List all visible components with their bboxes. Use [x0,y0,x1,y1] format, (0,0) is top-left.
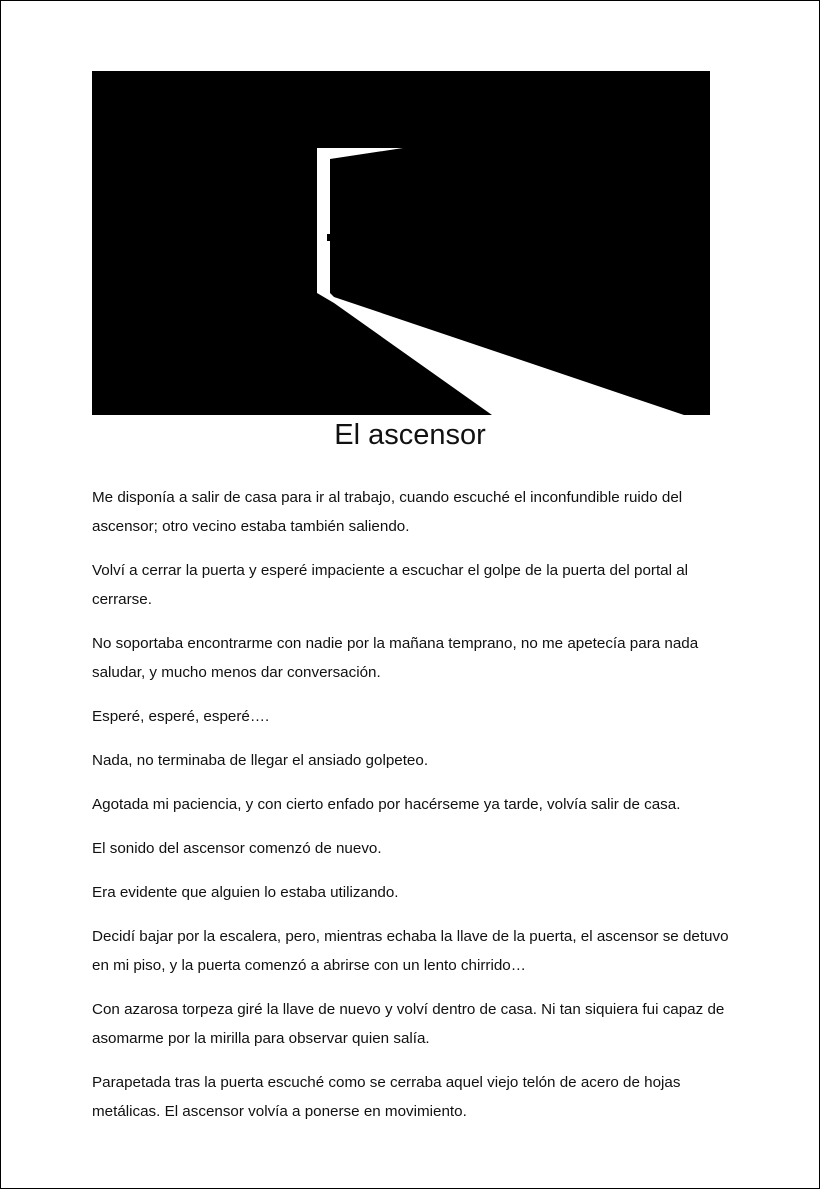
paragraph: Me disponía a salir de casa para ir al trabajo, cuando escuché el inconfundible ruido del ascensor; otro vecino estaba también saliendo. [92,489,683,535]
paragraph: Era evidente que alguien lo estaba utilizando. [92,884,399,901]
paragraph: Decidí bajar por la escalera, pero, mientras echaba la llave de la puerta, el ascensor se detuvo en mi piso, y la puerta comenzó a abrirse con un lento chirrido… [92,928,729,974]
story-body [92,483,732,1141]
open-door-light-icon [92,71,710,415]
paragraph: Volví a cerrar la puerta y esperé impaciente a escuchar el golpe de la puerta del portal al cerrarse. [92,562,689,608]
paragraph: Parapetada tras la puerta escuché como se cerraba aquel viejo telón de acero de hojas metálicas. El ascensor volvía a ponerse en movimiento. [92,1074,681,1120]
paragraph: Con azarosa torpeza giré la llave de nuevo y volví dentro de casa. Ni tan siquiera fui capaz de asomarme por la mirilla para observar quien salía. [92,1001,725,1047]
paragraph: Agotada mi paciencia, y con cierto enfado por hacérseme ya tarde, volvía salir de casa. [92,796,681,813]
open-door-illustration [92,71,710,415]
paragraph: Esperé, esperé, esperé…. [92,708,270,725]
paragraph: No soportaba encontrarme con nadie por la mañana temprano, no me apetecía para nada saludar, y mucho menos dar conversación. [92,635,699,681]
paragraph: Nada, no terminaba de llegar el ansiado golpeteo. [92,752,429,769]
paragraph: El sonido del ascensor comenzó de nuevo. [92,840,382,857]
story-title: El ascensor [334,419,486,451]
